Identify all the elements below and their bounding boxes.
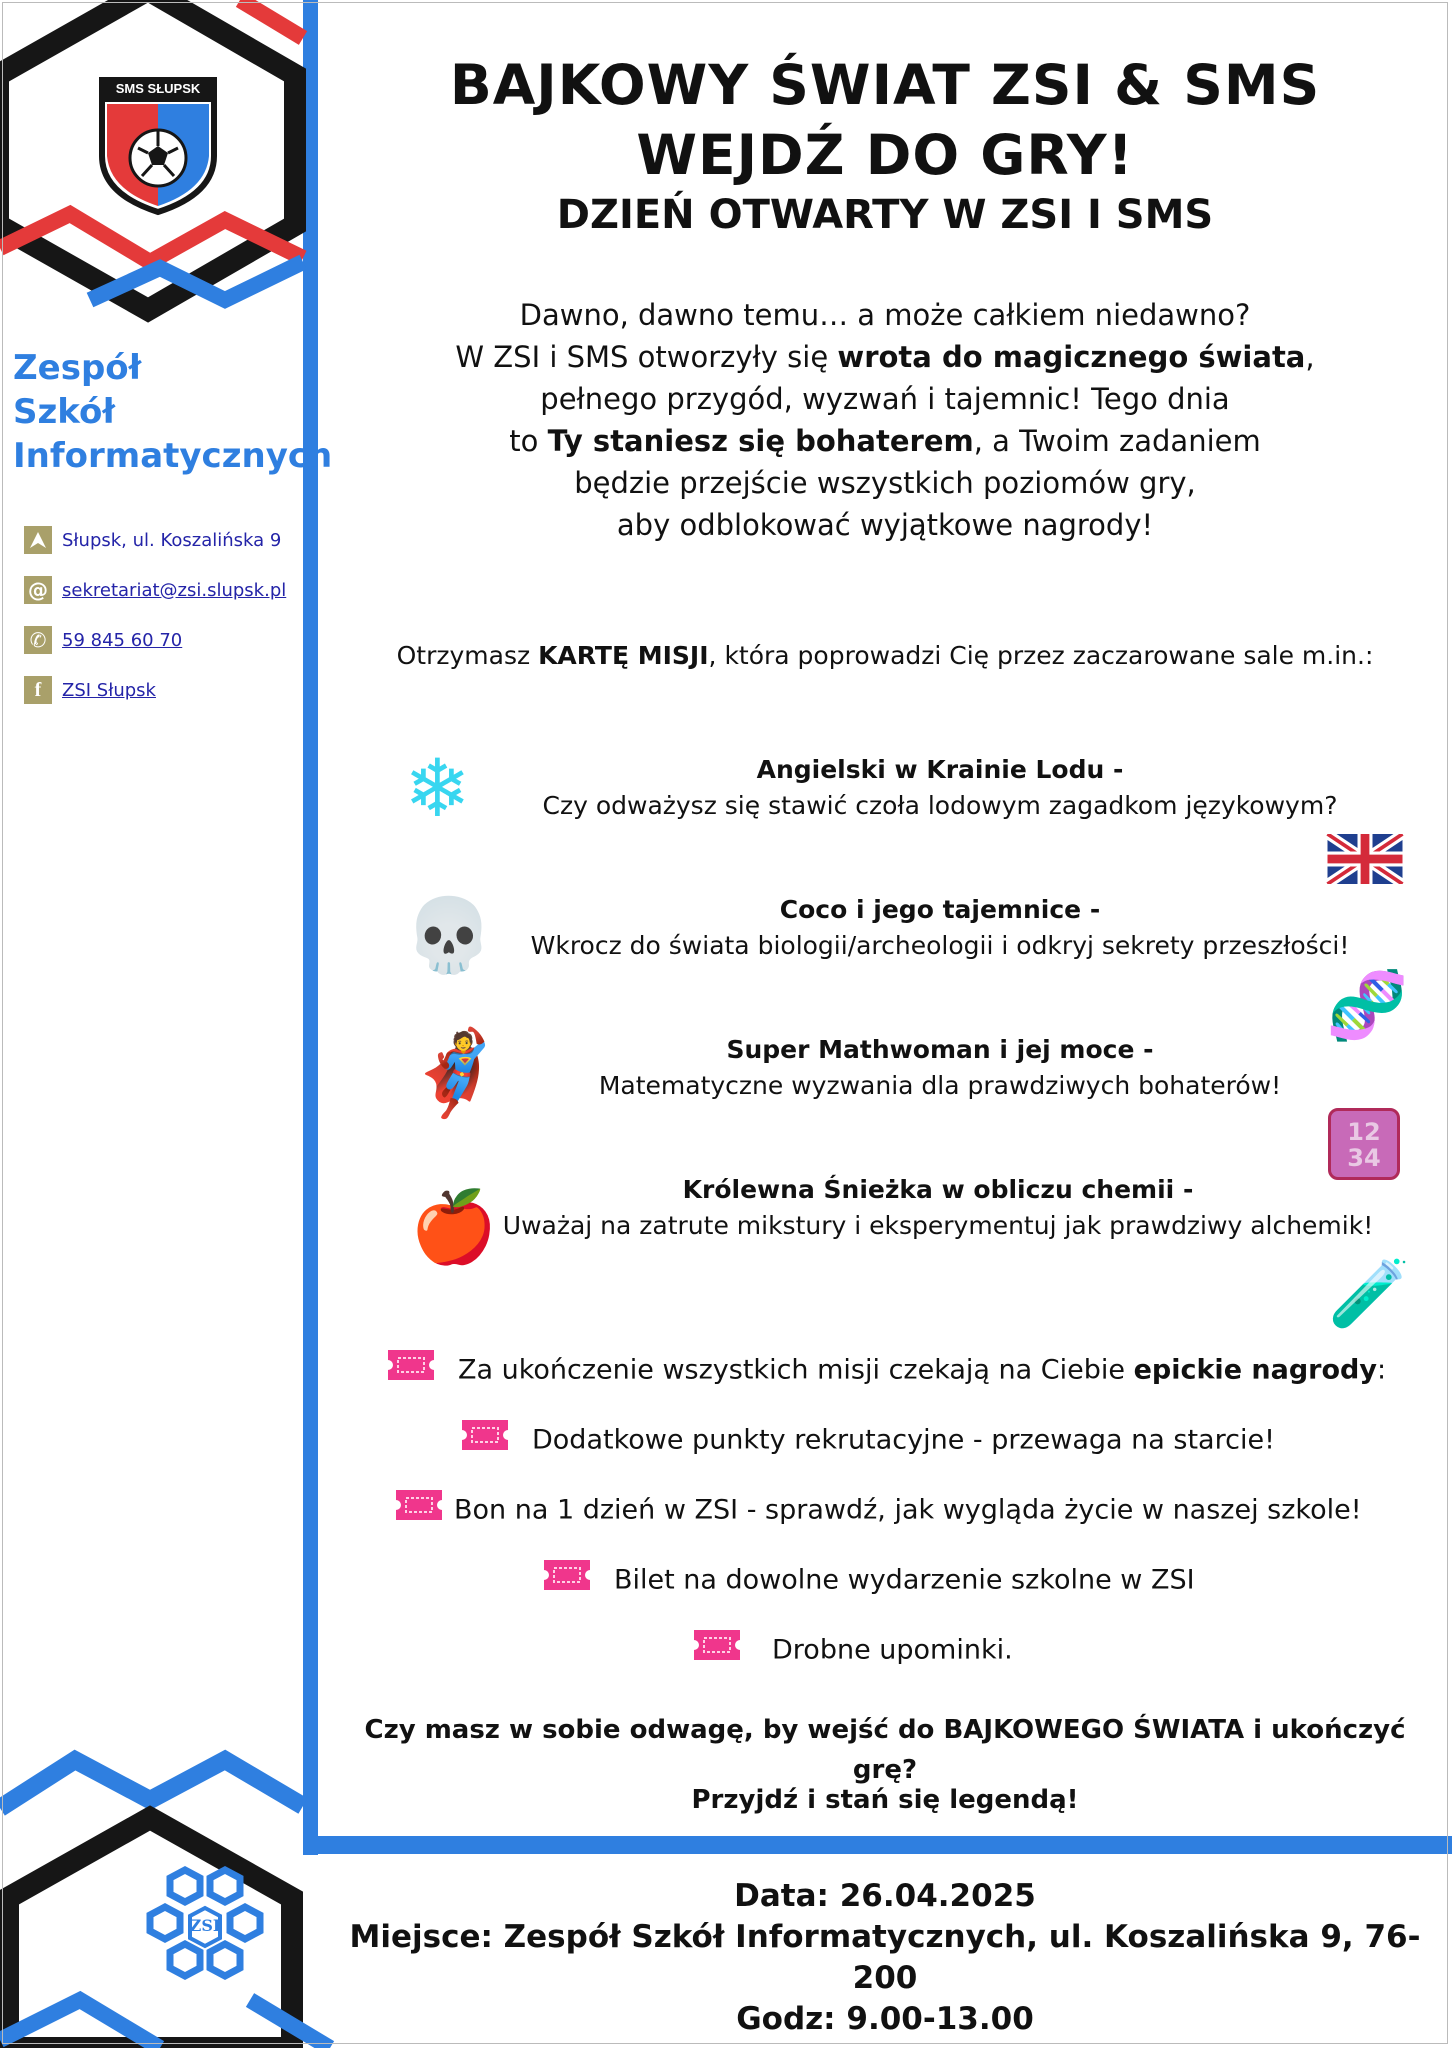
numbers-top: 12: [1347, 1118, 1381, 1146]
closing-cta: Przyjdź i stań się legendą!: [691, 1785, 1079, 1815]
intro-paragraph: [318, 294, 1452, 546]
ticket-icon: [540, 1558, 594, 1604]
contact-phone[interactable]: [24, 626, 182, 654]
station-title: Królewna Śnieżka w obliczu chemii -: [682, 1175, 1194, 1204]
prize-text: Bon na 1 dzień w ZSI - sprawdź, jak wygląda życie w naszej szkole!: [454, 1494, 1362, 1526]
apple-icon: 🍎: [410, 1186, 498, 1268]
station-desc: Czy odważysz się stawić czoła lodowym zagadkom językowym?: [542, 791, 1338, 820]
prize-item: [458, 1418, 1275, 1464]
facebook-icon: f: [24, 676, 52, 704]
phone-link[interactable]: 59 845 60 70: [62, 629, 183, 651]
dna-icon: 🧬: [1326, 967, 1409, 1044]
footer-info: [318, 1876, 1452, 2040]
sidebar-blue-bar: [303, 0, 318, 1855]
closing-question: Czy masz w sobie odwagę, by wejść do BAJKOWEGO ŚWIATA i ukończyć grę?: [364, 1715, 1406, 1785]
ticket-icon: [458, 1418, 512, 1464]
prize-text: Drobne upominki.: [772, 1634, 1013, 1666]
mission-card-line: Otrzymasz KARTĘ MISJI, która poprowadzi Cię przez zaczarowane sale m.in.:: [396, 641, 1374, 670]
at-sign-icon: @: [24, 576, 52, 604]
station-desc: Wkrocz do świata biologii/archeologii i odkryj sekrety przeszłości!: [530, 931, 1350, 960]
station-title: Coco i jego tajemnice -: [779, 895, 1101, 924]
superhero-icon: 🦸: [404, 1026, 507, 1121]
logo-text: SMS SŁUPSK: [115, 81, 201, 96]
top-red-stripe: [240, 0, 303, 38]
facebook-link[interactable]: ZSI Słupsk: [62, 679, 156, 701]
contact-email[interactable]: [24, 576, 286, 604]
bottom-blue-zigzag: [0, 1760, 303, 1808]
address-text: Słupsk, ul. Koszalińska 9: [62, 529, 282, 551]
ticket-icon: [690, 1628, 744, 1674]
numbers-bottom: 34: [1347, 1144, 1381, 1172]
station-desc: Uważaj na zatrute mikstury i eksperymentuj jak prawdziwy alchemik!: [502, 1211, 1374, 1240]
intro-highlight-hero: Ty staniesz się bohaterem: [547, 424, 974, 458]
title-line-3: DZIEŃ OTWARTY W ZSI I SMS: [556, 192, 1214, 238]
prize-text: Dodatkowe punkty rekrutacyjne - przewaga na starcie!: [532, 1424, 1275, 1456]
event-hours: Godz: 9.00-13.00: [736, 2001, 1034, 2037]
footer-blue-band: [303, 1836, 1452, 1854]
zsi-logo: [140, 1862, 270, 1992]
station-english: [490, 752, 1390, 824]
mission-card-label: KARTĘ MISJI: [538, 641, 709, 670]
sms-slupsk-logo: [98, 76, 218, 216]
station-biology: [490, 892, 1390, 964]
intro-line-3: pełnego przygód, wyzwań i tajemnic! Tego dnia: [540, 382, 1230, 416]
station-desc: Matematyczne wyzwania dla prawdziwych bohaterów!: [598, 1071, 1282, 1100]
prizes-intro: Za ukończenie wszystkich misji czekają na Ciebie epickie nagrody:: [384, 1348, 1386, 1394]
ticket-icon: [384, 1348, 438, 1394]
email-link[interactable]: sekretariat@zsi.slupsk.pl: [62, 579, 287, 601]
uk-flag-icon: [1326, 834, 1404, 888]
phone-icon: ✆: [24, 626, 52, 654]
event-date: Data: 26.04.2025: [734, 1878, 1036, 1914]
skull-icon: 💀: [404, 893, 494, 977]
test-tube-icon: 🧪: [1328, 1255, 1411, 1332]
station-math: [490, 1032, 1390, 1104]
prize-item: [690, 1628, 1013, 1674]
zsi-logo-text: ZSI: [189, 1916, 221, 1935]
intro-line-1: Dawno, dawno temu… a może całkiem niedawno?: [519, 298, 1251, 332]
prizes-highlight: epickie nagrody: [1133, 1354, 1377, 1386]
numbers-icon: [1328, 1108, 1400, 1180]
org-name-line-3: Informatycznych: [13, 436, 333, 476]
intro-line-5: będzie przejście wszystkich poziomów gry,: [574, 466, 1196, 500]
station-title: Angielski w Krainie Lodu -: [756, 755, 1124, 784]
org-name-line-2: Szkół: [13, 392, 115, 432]
prize-item: [392, 1488, 1362, 1534]
station-title: Super Mathwoman i jej moce -: [726, 1035, 1154, 1064]
title-line-1: BAJKOWY ŚWIAT ZSI & SMS: [449, 53, 1321, 117]
prize-item: [540, 1558, 1195, 1604]
prize-text: Bilet na dowolne wydarzenie szkolne w ZSI: [614, 1564, 1195, 1596]
contact-address: [24, 526, 281, 554]
title-line-2: WEJDŹ DO GRY!: [636, 123, 1134, 187]
event-place: Miejsce: Zespół Szkół Informatycznych, ul. Koszalińska 9, 76-200: [349, 1919, 1421, 1996]
intro-highlight-portal: wrota do magicznego świata: [837, 340, 1306, 374]
station-chemistry: [478, 1172, 1398, 1244]
snowflake-icon: ❄: [404, 742, 472, 835]
org-name-line-1: Zespół: [13, 348, 142, 388]
intro-line-4: to Ty staniesz się bohaterem, a Twoim zadaniem: [509, 424, 1261, 458]
sidebar-org-name: [13, 346, 332, 478]
shield-icon: [98, 76, 218, 216]
contact-facebook[interactable]: [24, 676, 156, 704]
intro-line-2: W ZSI i SMS otworzyły się wrota do magicznego świata,: [455, 340, 1315, 374]
location-arrow-icon: [24, 526, 52, 554]
intro-line-6: aby odblokować wyjątkowe nagrody!: [616, 508, 1154, 542]
ticket-icon: [392, 1488, 446, 1534]
